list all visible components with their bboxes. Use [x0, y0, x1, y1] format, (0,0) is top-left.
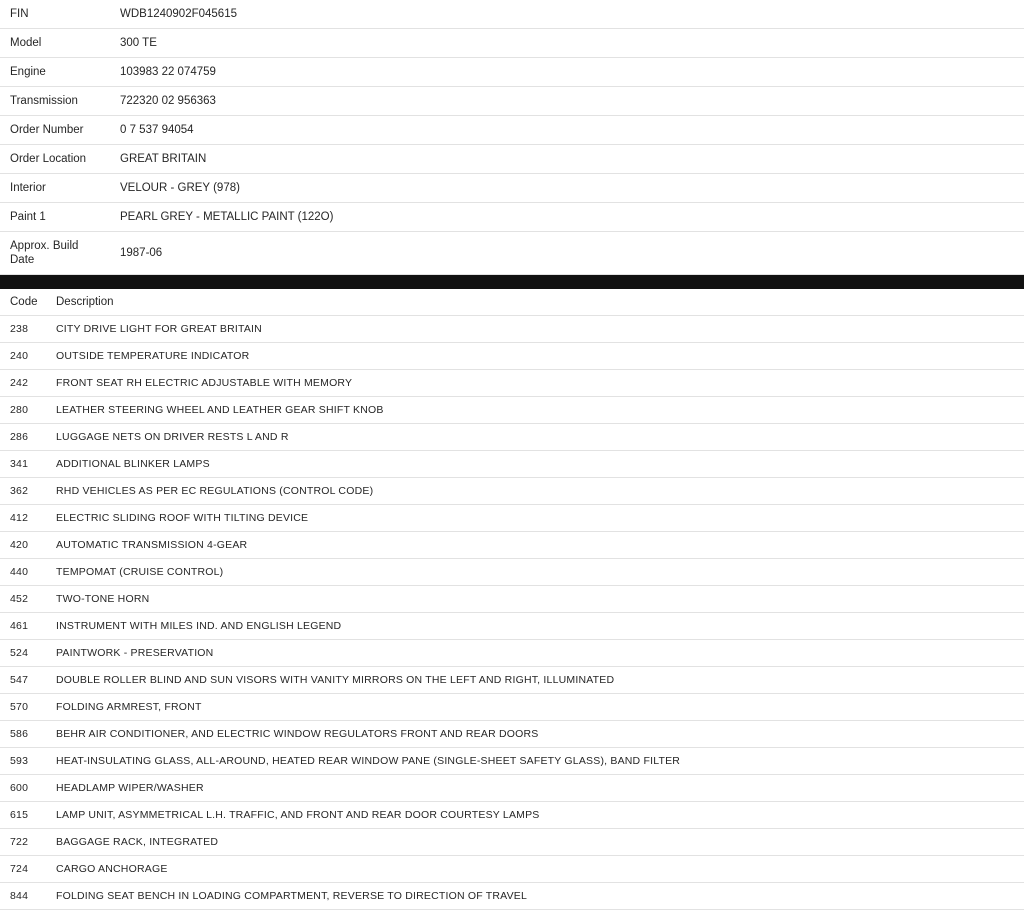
description-cell: BEHR AIR CONDITIONER, AND ELECTRIC WINDOW REGULATORS FRONT AND REAR DOORS — [56, 728, 539, 740]
info-value: GREAT BRITAIN — [120, 153, 207, 165]
info-value: 1987-06 — [120, 247, 163, 259]
info-value: 0 7 537 94054 — [120, 124, 194, 136]
table-row — [0, 613, 1024, 640]
code-cell: 615 — [10, 809, 29, 821]
description-cell: CITY DRIVE LIGHT FOR GREAT BRITAIN — [56, 323, 262, 335]
code-cell: 240 — [10, 350, 29, 362]
vehicle-info-body — [0, 0, 1024, 275]
description-cell: CARGO ANCHORAGE — [56, 863, 168, 875]
description-cell: ELECTRIC SLIDING ROOF WITH TILTING DEVICE — [56, 512, 309, 524]
table-row — [0, 586, 1024, 613]
table-row — [0, 856, 1024, 883]
description-cell: DOUBLE ROLLER BLIND AND SUN VISORS WITH VANITY MIRRORS ON THE LEFT AND RIGHT, ILLUMINATED — [56, 674, 615, 686]
column-header-description: Description — [56, 296, 114, 308]
table-row — [0, 748, 1024, 775]
code-cell: 412 — [10, 512, 29, 524]
code-cell: 280 — [10, 404, 29, 416]
info-label: Order Number — [10, 124, 84, 136]
description-cell: AUTOMATIC TRANSMISSION 4-GEAR — [56, 539, 248, 551]
table-row — [0, 58, 1024, 87]
description-cell: TEMPOMAT (CRUISE CONTROL) — [56, 566, 224, 578]
table-row — [0, 174, 1024, 203]
table-row — [0, 343, 1024, 370]
code-cell: 461 — [10, 620, 29, 632]
code-cell: 420 — [10, 539, 29, 551]
code-cell: 524 — [10, 647, 29, 659]
description-cell: TWO-TONE HORN — [56, 593, 150, 605]
table-row — [0, 203, 1024, 232]
table-header-row — [0, 289, 1024, 316]
info-label: Engine — [10, 66, 46, 78]
description-cell: INSTRUMENT WITH MILES IND. AND ENGLISH LEGEND — [56, 620, 342, 632]
table-row — [0, 316, 1024, 343]
description-cell: BAGGAGE RACK, INTEGRATED — [56, 836, 219, 848]
description-cell: FOLDING SEAT BENCH IN LOADING COMPARTMENT, REVERSE TO DIRECTION OF TRAVEL — [56, 890, 528, 902]
code-cell: 242 — [10, 377, 29, 389]
description-cell: HEADLAMP WIPER/WASHER — [56, 782, 204, 794]
table-row — [0, 532, 1024, 559]
code-cell: 600 — [10, 782, 29, 794]
info-value: VELOUR - GREY (978) — [120, 182, 240, 194]
table-row — [0, 775, 1024, 802]
table-row — [0, 87, 1024, 116]
section-divider-band — [0, 275, 1024, 289]
table-row — [0, 829, 1024, 856]
table-row — [0, 883, 1024, 910]
info-value: 722320 02 956363 — [120, 95, 216, 107]
code-cell: 440 — [10, 566, 29, 578]
code-cell: 341 — [10, 458, 29, 470]
info-value: 300 TE — [120, 37, 157, 49]
table-row — [0, 370, 1024, 397]
vehicle-info-table — [0, 0, 1024, 275]
description-cell: LUGGAGE NETS ON DRIVER RESTS L AND R — [56, 431, 289, 443]
description-cell: FRONT SEAT RH ELECTRIC ADJUSTABLE WITH MEMORY — [56, 377, 353, 389]
description-cell: LAMP UNIT, ASYMMETRICAL L.H. TRAFFIC, AND FRONT AND REAR DOOR COURTESY LAMPS — [56, 809, 540, 821]
table-row — [0, 694, 1024, 721]
table-row — [0, 451, 1024, 478]
info-value: WDB1240902F045615 — [120, 8, 237, 20]
description-cell: LEATHER STEERING WHEEL AND LEATHER GEAR SHIFT KNOB — [56, 404, 384, 416]
description-cell: ADDITIONAL BLINKER LAMPS — [56, 458, 210, 470]
info-label: Order Location — [10, 153, 87, 165]
codes-table-body — [0, 316, 1024, 910]
description-cell: RHD VEHICLES AS PER EC REGULATIONS (CONTROL CODE) — [56, 485, 374, 497]
info-label: FIN — [10, 8, 29, 20]
code-cell: 586 — [10, 728, 29, 740]
code-cell: 452 — [10, 593, 29, 605]
code-cell: 844 — [10, 890, 29, 902]
table-row — [0, 424, 1024, 451]
info-label: Model — [10, 37, 42, 49]
description-cell: HEAT-INSULATING GLASS, ALL-AROUND, HEATED REAR WINDOW PANE (SINGLE-SHEET SAFETY GLASS), BAND FILTER — [56, 755, 681, 767]
code-cell: 362 — [10, 485, 29, 497]
code-cell: 724 — [10, 863, 29, 875]
code-cell: 547 — [10, 674, 29, 686]
table-row — [0, 478, 1024, 505]
table-row — [0, 721, 1024, 748]
info-label: Approx. Build Date — [10, 240, 79, 266]
table-row — [0, 505, 1024, 532]
table-row — [0, 559, 1024, 586]
table-row — [0, 116, 1024, 145]
description-cell: OUTSIDE TEMPERATURE INDICATOR — [56, 350, 250, 362]
table-row — [0, 145, 1024, 174]
info-label: Transmission — [10, 95, 78, 107]
code-cell: 722 — [10, 836, 29, 848]
equipment-codes-table — [0, 289, 1024, 910]
table-row — [0, 397, 1024, 424]
code-cell: 286 — [10, 431, 29, 443]
code-cell: 238 — [10, 323, 29, 335]
info-value: 103983 22 074759 — [120, 66, 216, 78]
info-label: Paint 1 — [10, 211, 46, 223]
table-row — [0, 232, 1024, 275]
table-row — [0, 802, 1024, 829]
info-label: Interior — [10, 182, 46, 194]
code-cell: 593 — [10, 755, 29, 767]
description-cell: PAINTWORK - PRESERVATION — [56, 647, 214, 659]
code-cell: 570 — [10, 701, 29, 713]
info-value: PEARL GREY - METALLIC PAINT (122O) — [120, 211, 334, 223]
table-row — [0, 640, 1024, 667]
table-row — [0, 0, 1024, 29]
table-row — [0, 29, 1024, 58]
description-cell: FOLDING ARMREST, FRONT — [56, 701, 202, 713]
codes-table-header — [0, 289, 1024, 316]
column-header-code: Code — [10, 296, 38, 308]
table-row — [0, 667, 1024, 694]
